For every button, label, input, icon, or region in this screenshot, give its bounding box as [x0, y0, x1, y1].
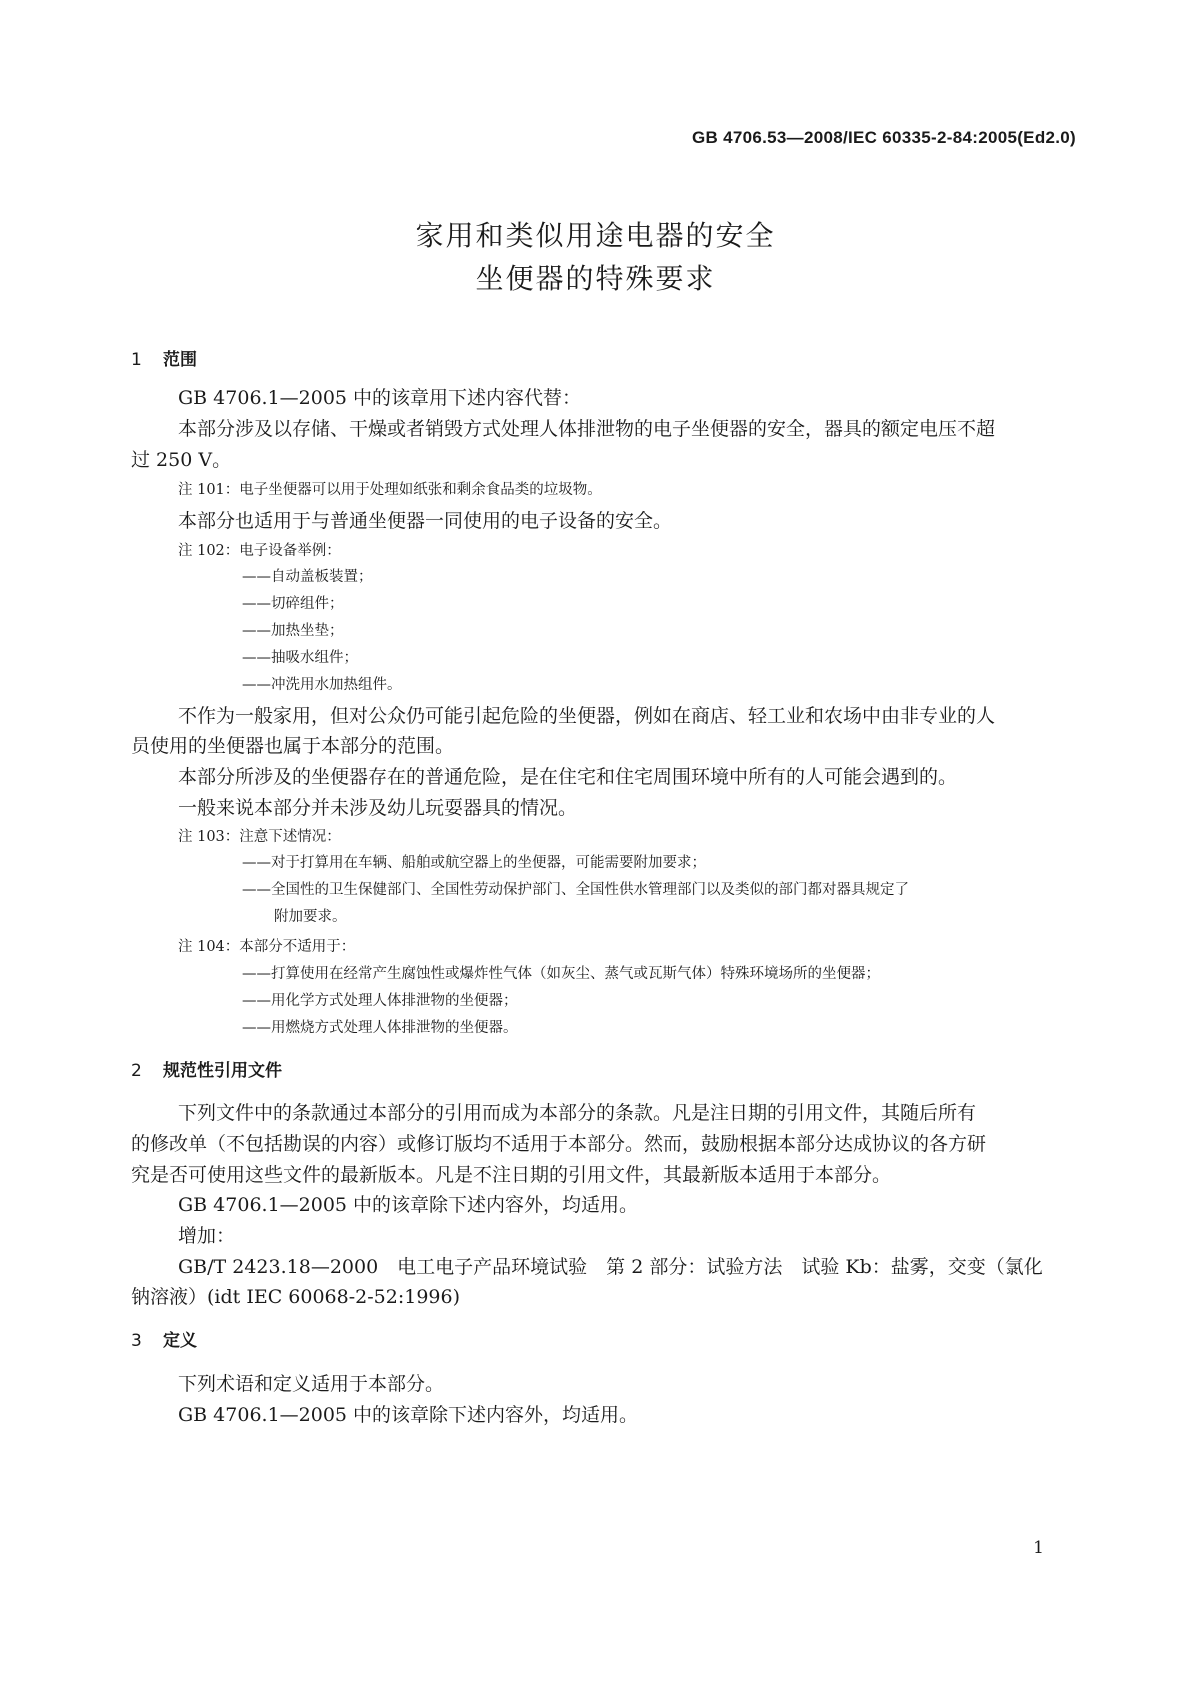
- section-1-number: 1: [131, 350, 142, 370]
- paragraph: 下列术语和定义适用于本部分。: [178, 1373, 445, 1395]
- paragraph: GB 4706.1—2005 中的该章除下述内容外，均适用。: [178, 1404, 639, 1426]
- paragraph: 增加：: [178, 1225, 236, 1247]
- paragraph: 本部分也适用于与普通坐便器一同使用的电子设备的安全。: [178, 510, 673, 532]
- note-list-item: ——用化学方式处理人体排泄物的坐便器；: [242, 993, 518, 1009]
- paragraph: 本部分所涉及的坐便器存在的普通危险，是在住宅和住宅周围环境中所有的人可能会遇到的。: [178, 766, 958, 788]
- paragraph: 一般来说本部分并未涉及幼儿玩耍器具的情况。: [178, 797, 578, 819]
- document-title-line2: 坐便器的特殊要求: [475, 262, 716, 295]
- paragraph: 不作为一般家用，但对公众仍可能引起危险的坐便器，例如在商店、轻工业和农场中由非专业的人: [178, 705, 996, 727]
- paragraph: GB 4706.1—2005 中的该章除下述内容外，均适用。: [178, 1194, 639, 1216]
- note-list-item: ——加热坐垫；: [242, 623, 344, 639]
- standard-number: GB 4706.53—2008/IEC 60335-2-84:2005(Ed2.0): [692, 128, 1076, 147]
- section-2-heading: [131, 1056, 282, 1081]
- section-3-number: 3: [131, 1331, 142, 1351]
- note-list-item: ——全国性的卫生保健部门、全国性劳动保护部门、全国性供水管理部门以及类似的部门都对器具规定了: [242, 882, 909, 898]
- note-list-item: ——打算使用在经常产生腐蚀性或爆炸性气体（如灰尘、蒸气或瓦斯气体）特殊环境场所的坐便器；: [242, 966, 880, 982]
- note: 注 103：注意下述情况：: [178, 829, 341, 845]
- paragraph: 本部分涉及以存储、干燥或者销毁方式处理人体排泄物的电子坐便器的安全，器具的额定电压不超: [178, 418, 996, 440]
- paragraph: 究是否可使用这些文件的最新版本。凡是不注日期的引用文件，其最新版本适用于本部分。: [131, 1164, 892, 1186]
- section-2-number: 2: [131, 1061, 142, 1081]
- note: 注 101：电子坐便器可以用于处理如纸张和剩余食品类的垃圾物。: [178, 482, 602, 498]
- reference-entry: 钠溶液）(idt IEC 60068-2-52:1996): [131, 1286, 460, 1308]
- document-title-line1: 家用和类似用途电器的安全: [415, 219, 776, 252]
- paragraph: 员使用的坐便器也属于本部分的范围。: [131, 735, 455, 757]
- section-1-heading: [131, 345, 197, 370]
- note-list-item: ——切碎组件；: [242, 596, 344, 612]
- note: 注 102：电子设备举例：: [178, 543, 341, 559]
- section-2-title: 规范性引用文件: [163, 1061, 282, 1081]
- paragraph: 下列文件中的条款通过本部分的引用而成为本部分的条款。凡是注日期的引用文件，其随后所有: [178, 1102, 977, 1124]
- section-3-heading: [131, 1326, 197, 1351]
- note-list-item: ——抽吸水组件；: [242, 650, 358, 666]
- note-list-item: ——对于打算用在车辆、船舶或航空器上的坐便器，可能需要附加要求；: [242, 855, 706, 871]
- note-list-item: ——冲洗用水加热组件。: [242, 677, 402, 693]
- page-number: 1: [1033, 1538, 1044, 1558]
- section-3-title: 定义: [163, 1331, 197, 1351]
- paragraph: 的修改单（不包括勘误的内容）或修订版均不适用于本部分。然而，鼓励根据本部分达成协议的各方研: [131, 1133, 987, 1155]
- note-list-item: ——自动盖板装置；: [242, 569, 373, 585]
- paragraph: GB 4706.1—2005 中的该章用下述内容代替：: [178, 387, 582, 409]
- section-1-title: 范围: [163, 350, 197, 370]
- paragraph: 过 250 V。: [131, 449, 232, 471]
- note-list-item: 附加要求。: [274, 909, 347, 925]
- note: 注 104：本部分不适用于：: [178, 939, 356, 955]
- note-list-item: ——用燃烧方式处理人体排泄物的坐便器。: [242, 1020, 518, 1036]
- reference-entry: GB/T 2423.18—2000 电工电子产品环境试验 第 2 部分：试验方法 试验 Kb：盐雾，交变（氯化: [178, 1256, 1043, 1278]
